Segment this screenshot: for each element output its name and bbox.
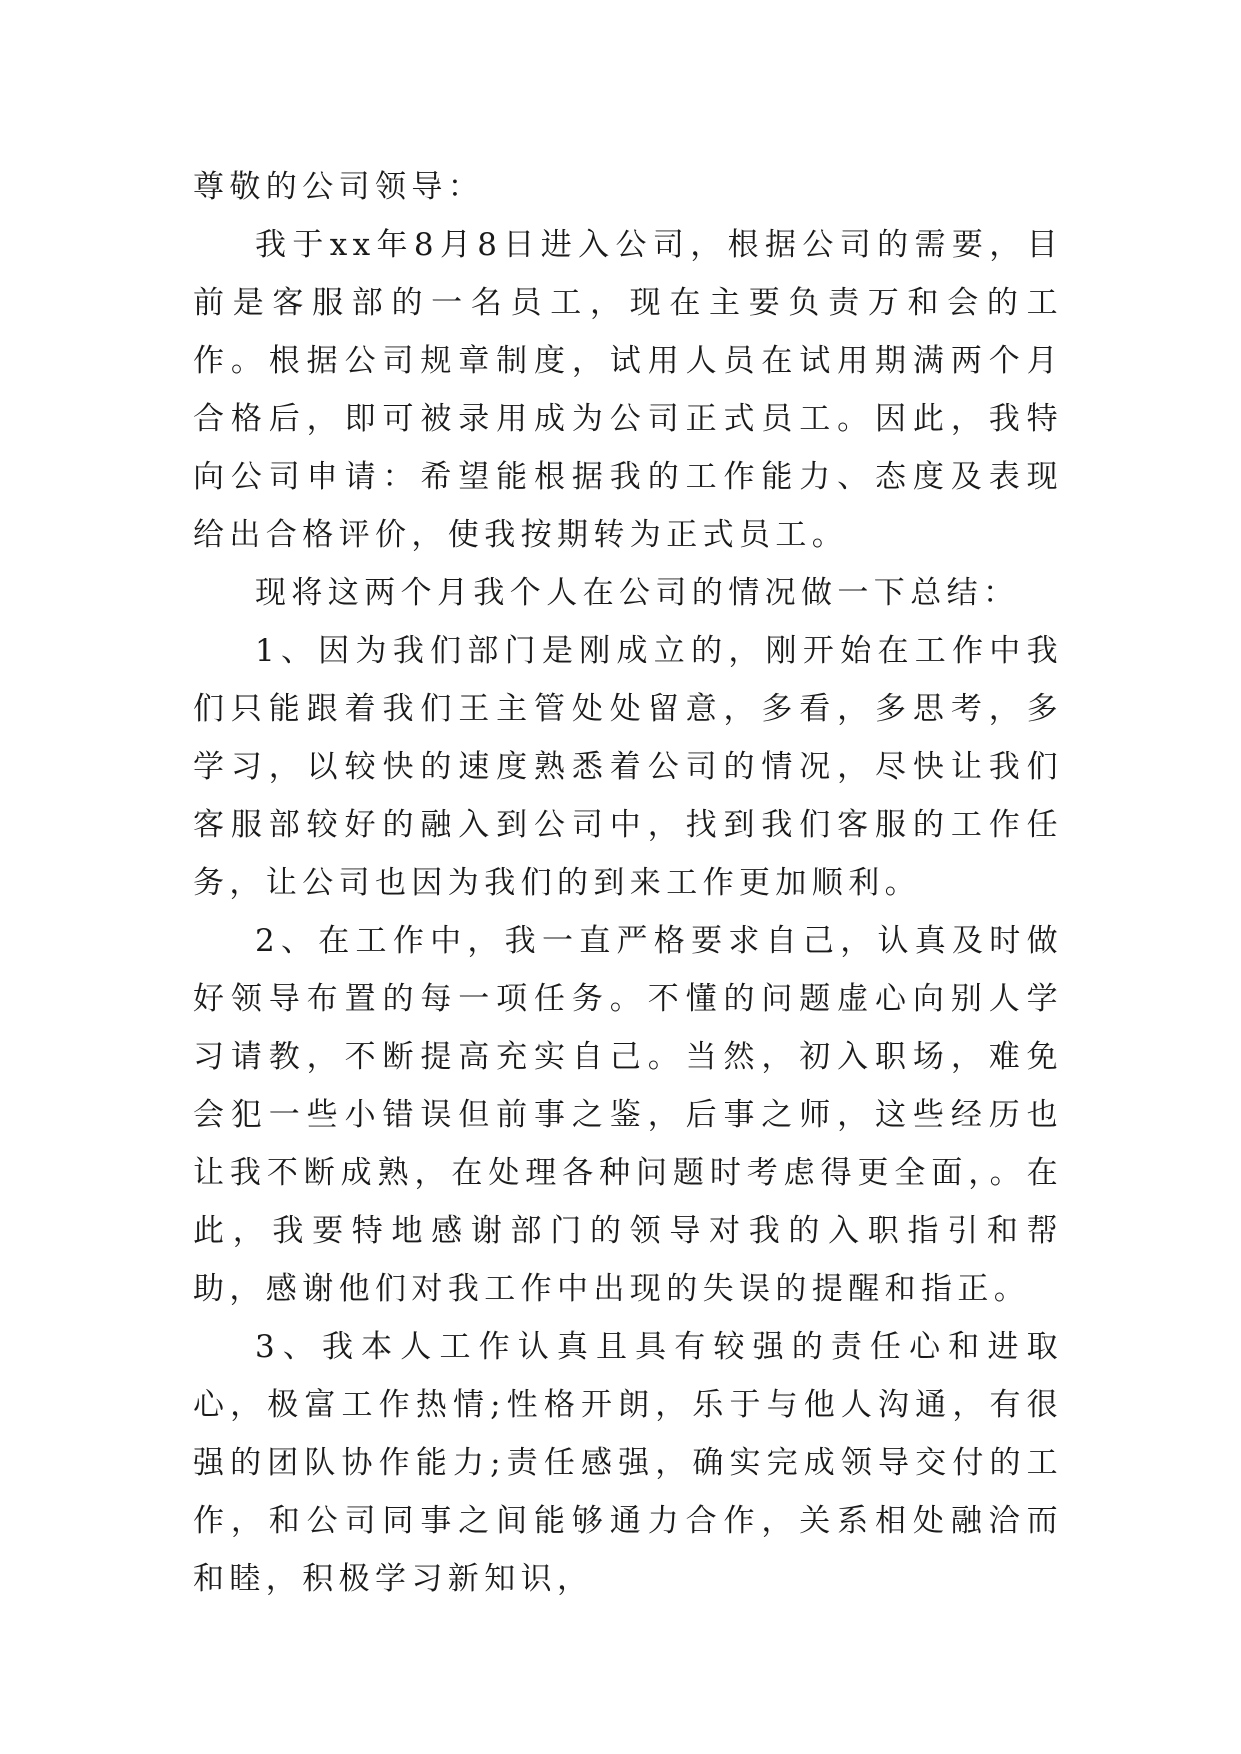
paragraph-point-3: 3、我本人工作认真且具有较强的责任心和进取心，极富工作热情;性格开朗，乐于与他人沟通，有很强的团队协作能力;责任感强，确实完成领导交付的工作，和公司同事之间能够通力合作，关系相处融洽而和睦，积极学习新知识，: [193, 1329, 1063, 1597]
document-body: [193, 158, 1063, 1608]
paragraph-summary-lead: 现将这两个月我个人在公司的情况做一下总结：: [255, 575, 1020, 611]
paragraph-intro: 我于xx年8月8日进入公司，根据公司的需要，目前是客服部的一名员工，现在主要负责万和会的工作。根据公司规章制度，试用人员在试用期满两个月合格后，即可被录用成为公司正式员工。因此，我特向公司申请：希望能根据我的工作能力、态度及表现给出合格评价，使我按期转为正式员工。: [193, 227, 1063, 553]
paragraph-point-1: 1、因为我们部门是刚成立的，刚开始在工作中我们只能跟着我们王主管处处留意，多看，多思考，多学习，以较快的速度熟悉着公司的情况，尽快让我们客服部较好的融入到公司中，找到我们客服的工作任务，让公司也因为我们的到来工作更加顺利。: [193, 633, 1063, 901]
salutation: 尊敬的公司领导：: [193, 169, 485, 205]
paragraph-point-2: 2、在工作中，我一直严格要求自己，认真及时做好领导布置的每一项任务。不懂的问题虚心向别人学习请教，不断提高充实自己。当然，初入职场，难免会犯一些小错误但前事之鉴，后事之师，这些经历也让我不断成熟，在处理各种问题时考虑得更全面，。在此，我要特地感谢部门的领导对我的入职指引和帮助，感谢他们对我工作中出现的失误的提醒和指正。: [193, 923, 1063, 1307]
